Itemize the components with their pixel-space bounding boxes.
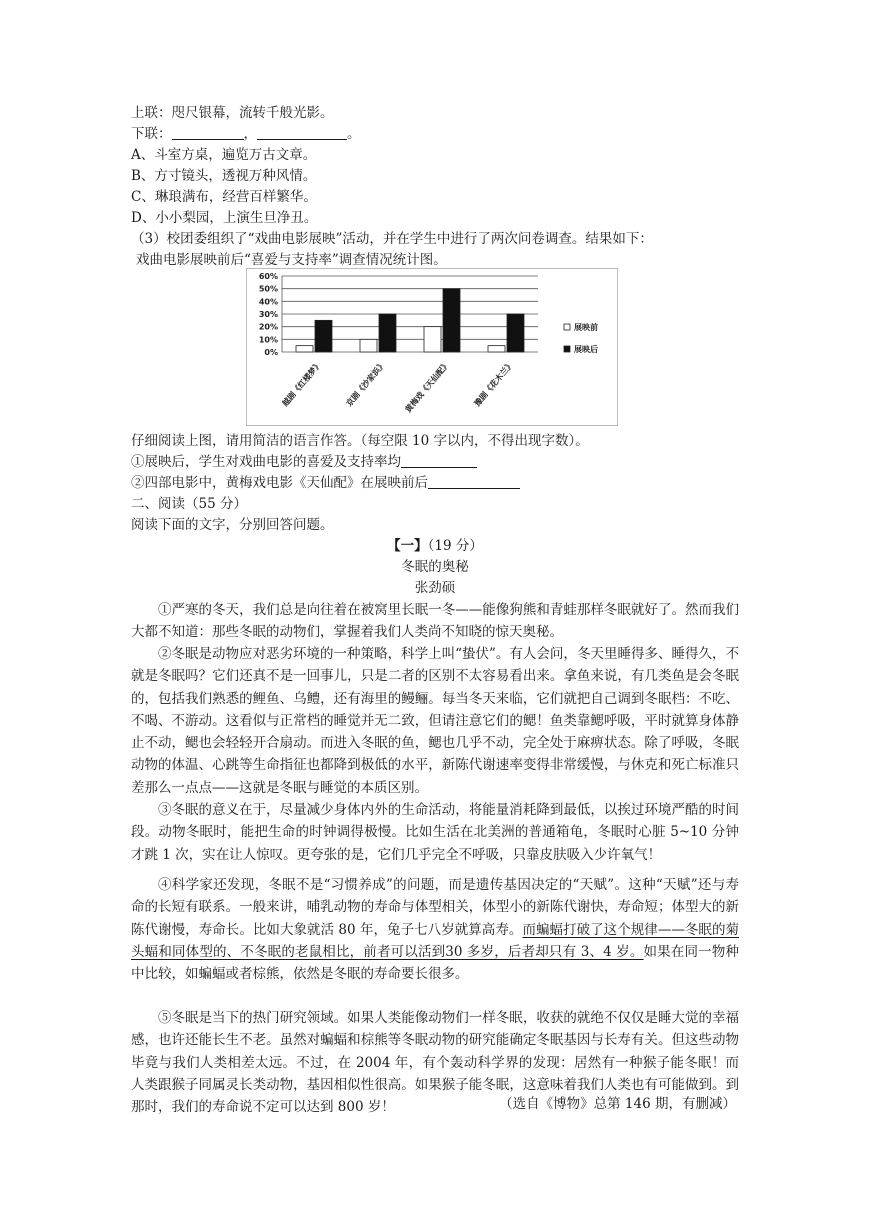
q3-item-1-text: ①展映后，学生对戏曲电影的喜爱及支持率均 bbox=[131, 454, 401, 470]
part-label-mark: 【一】 bbox=[387, 538, 428, 554]
y-tick-label: 50% bbox=[258, 284, 278, 294]
part-label bbox=[131, 536, 739, 556]
part-score: （19 分） bbox=[427, 538, 483, 554]
paragraph-3: ③冬眠的意义在于，尽量减少身体内外的生命活动，将能量消耗降到最低，以挨过环境严酷的时间段。动物冬眠时，能把生命的时钟调得极慢。比如生活在北美洲的普通箱龟，冬眠时心脏 5~10 分钟才跳 1 次，实在让人惊叹。更夸张的是，它们几乎完全不呼吸，只靠皮肤吸入少许氧气！ bbox=[131, 802, 739, 863]
bar bbox=[360, 339, 377, 352]
couplet-lower bbox=[131, 124, 361, 144]
q3-item-2 bbox=[131, 473, 520, 493]
section-instruction: 阅读下面的文字，分别回答问题。 bbox=[131, 517, 334, 533]
chart-caption: 戏曲电影展映前后“喜爱与支持率”调查情况统计图。 bbox=[136, 252, 447, 268]
bar bbox=[296, 346, 313, 352]
paragraph-4 bbox=[131, 874, 739, 985]
x-tick-label: 京剧《沙家浜》 bbox=[344, 359, 388, 409]
q3-item-1 bbox=[131, 452, 477, 472]
y-tick-label: 40% bbox=[258, 297, 278, 307]
legend-label: 展映前 bbox=[574, 323, 598, 332]
bar-chart-svg bbox=[246, 268, 618, 426]
paragraph-4-a: ④科学家还发现，冬眠不是“习惯养成”的问题，而是遗传基因决定的“天赋”。这种“天赋”还与寿命的长短有联系。一般来讲，哺乳动物的寿命与体型相关，体型小的新陈代谢快，寿命短；体型大的新陈代谢慢，寿命长。比如大象就活 80 年，兔子七八岁就算高寿。 bbox=[131, 877, 739, 938]
couplet-upper: 上联：咫尺银幕，流转千般光影。 bbox=[131, 105, 334, 121]
x-tick-label: 豫剧《花木兰》 bbox=[472, 359, 516, 409]
answer-blank[interactable] bbox=[172, 125, 244, 140]
bar bbox=[424, 327, 441, 352]
x-tick-label: 越剧《红楼梦》 bbox=[280, 359, 324, 409]
paragraph-4-underlined: 而蝙蝠打破了这个规律——冬眠的菊头蝠和同体型的、不冬眠的老鼠相比，前者可以活到30 多岁，后者却只有 3、4 岁。 bbox=[131, 921, 740, 960]
couplet-lower-sep: ， bbox=[243, 126, 257, 142]
section-heading: 二、阅读（55 分） bbox=[131, 496, 247, 512]
option-d: D、小小梨园，上演生旦净丑。 bbox=[131, 210, 318, 226]
option-c: C、琳琅满布，经营百样繁华。 bbox=[131, 189, 317, 205]
bar bbox=[379, 314, 396, 352]
article-title: 冬眠的奥秘 bbox=[401, 559, 469, 575]
legend-swatch bbox=[564, 346, 570, 352]
option-b: B、方寸镜头，透视万种风情。 bbox=[131, 168, 317, 184]
bar bbox=[443, 289, 460, 352]
paragraph-2: ②冬眠是动物应对恶劣环境的一种策略，科学上叫“蛰伏”。有人会问，冬天里睡得多、睡得久，不就是冬眠吗？它们还真不是一回事儿，只是二者的区别不太容易看出来。拿鱼来说，有几类鱼是会冬眠的，包括我们熟悉的鲤鱼、乌鳢，还有海里的鳗鲡。每当冬天来临，它们就把自己调到冬眠档：不吃、不喝、不游动。这看似与正常档的睡觉并无二致，但请注意它们的鳃！鱼类靠鳃呼吸，平时就算身体静止不动，鳃也会轻轻开合扇动。而进入冬眠的鱼，鳃也几乎不动，完全处于麻痹状态。除了呼吸，冬眠动物的体温、心跳等生命指征也都降到极低的水平，新陈代谢速率变得非常缓慢，与休克和死亡标准只差那么一点点——这就是冬眠与睡觉的本质区别。 bbox=[131, 646, 739, 796]
bar-chart bbox=[246, 268, 618, 426]
answer-blank[interactable] bbox=[401, 453, 477, 468]
x-tick-label: 黄梅戏《天仙配》 bbox=[403, 359, 452, 415]
q3-item-2-text: ②四部电影中，黄梅戏电影《天仙配》在展映前后 bbox=[131, 475, 428, 491]
y-tick-label: 0% bbox=[264, 348, 278, 357]
y-tick-label: 20% bbox=[258, 322, 278, 332]
paragraph-4-b: 如果在同一物种中比较，如蝙蝠或者棕熊，依然是冬眠的寿命要长很多。 bbox=[131, 943, 740, 983]
couplet-lower-prefix: 下联： bbox=[131, 126, 172, 142]
bar bbox=[507, 314, 524, 352]
y-tick-label: 30% bbox=[258, 310, 278, 319]
q3-intro: （3）校团委组织了“戏曲电影展映”活动，并在学生中进行了两次问卷调查。结果如下： bbox=[131, 231, 653, 247]
article-author: 张劲硕 bbox=[414, 580, 456, 596]
legend-swatch bbox=[564, 324, 570, 330]
y-tick-label: 60% bbox=[258, 272, 278, 281]
option-a: A、斗室方桌，遍览万古文章。 bbox=[131, 147, 317, 163]
bar bbox=[315, 320, 332, 352]
q3-instruction: 仔细阅读上图，请用简洁的语言作答。（每空限 10 字以内，不得出现字数）。 bbox=[131, 433, 589, 449]
couplet-lower-end: 。 bbox=[347, 126, 361, 142]
y-tick-label: 10% bbox=[258, 335, 278, 345]
answer-blank[interactable] bbox=[257, 125, 347, 140]
bar bbox=[488, 346, 505, 352]
paragraph-1: ①严寒的冬天，我们总是向往着在被窝里长眠一冬——能像狗熊和青蛙那样冬眠就好了。然而我们大都不知道：那些冬眠的动物们，掌握着我们人类尚不知晓的惊天奥秘。 bbox=[131, 602, 739, 641]
legend-label: 展映后 bbox=[574, 345, 598, 354]
article-source: （选自《博物》总第 146 期，有删减） bbox=[499, 1096, 736, 1112]
paragraph-5: ⑤冬眠是当下的热门研究领域。如果人类能像动物们一样冬眠，收获的就绝不仅仅是睡大觉的幸福感，也许还能长生不老。虽然对蝙蝠和棕熊等冬眠动物的研究能确定冬眠基因与长寿有关。但这些动物毕竟与我们人类相差太远。不过，在 2004 年，有个轰动科学界的发现：居然有一种猴子能冬眠！而人类跟猴子同属灵长类动物，基因相似性很高。如果猴子能冬眠，这意味着我们人类也有可能做到。到那时，我们的寿命说不定可以达到 800 岁！ bbox=[131, 1010, 739, 1116]
answer-blank[interactable] bbox=[428, 474, 520, 489]
